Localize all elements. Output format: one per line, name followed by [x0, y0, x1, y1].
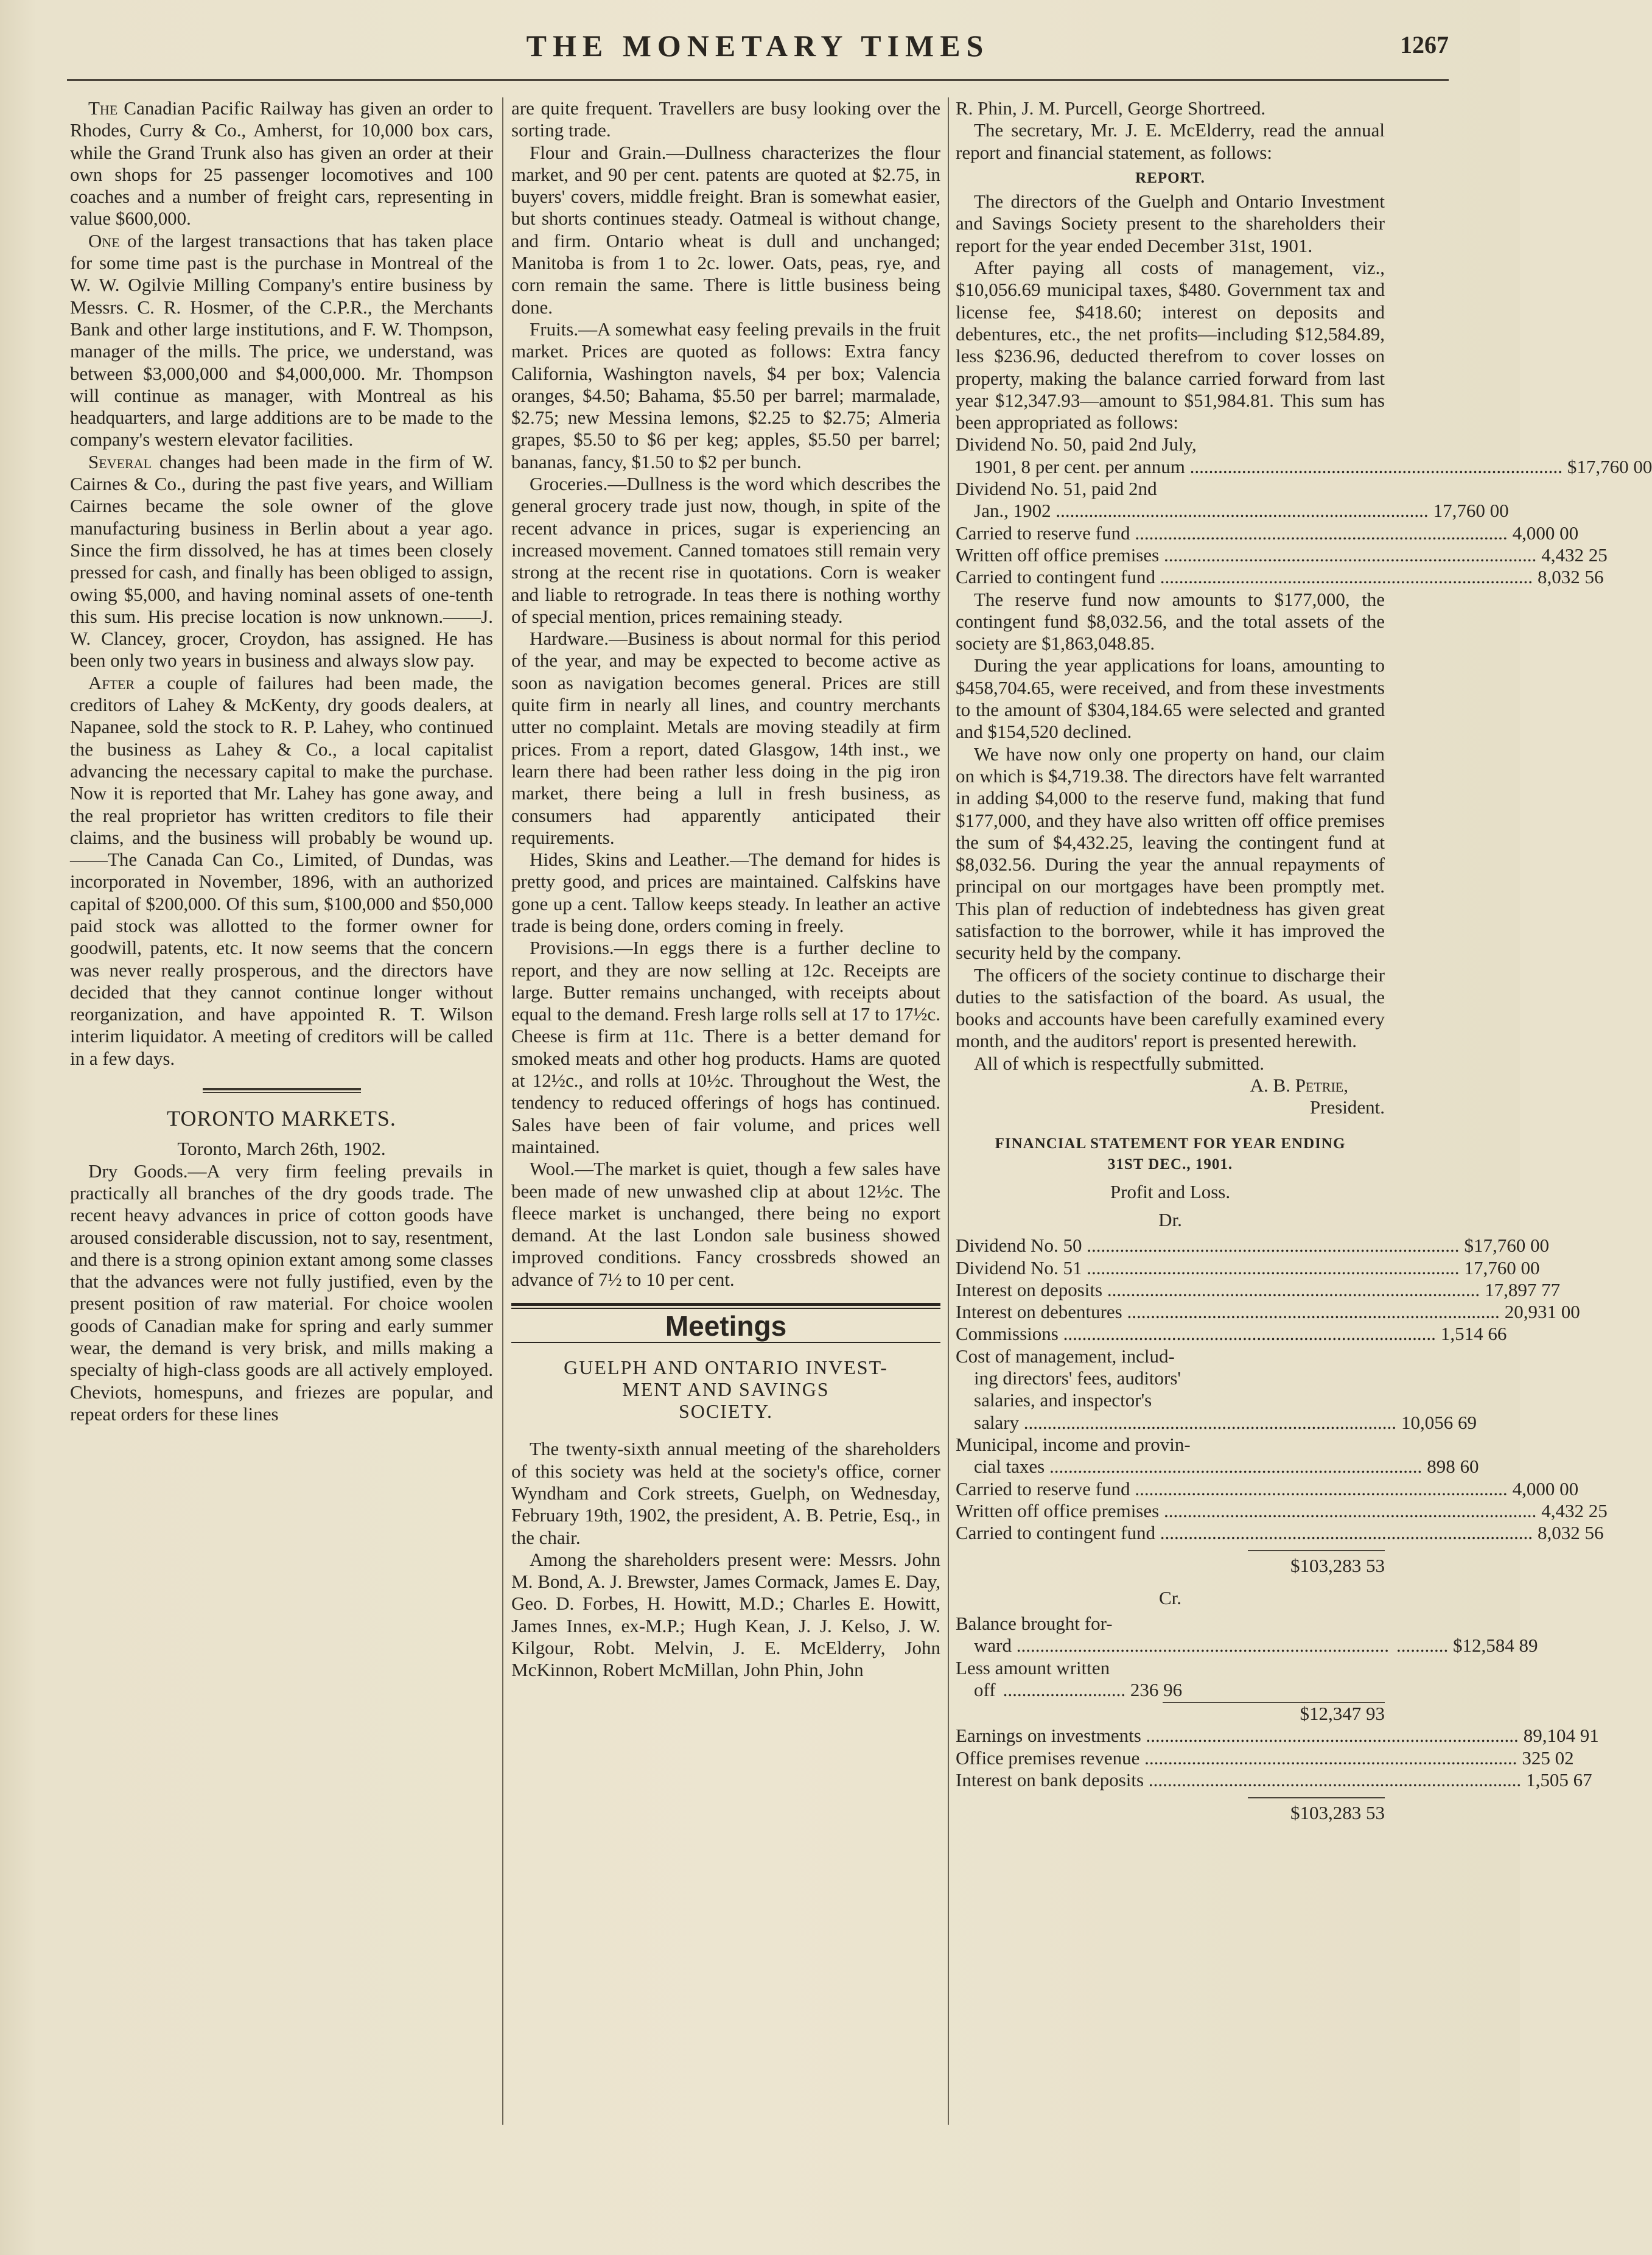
- paragraph-provisions: Provisions.—In eggs there is a further decline to report, and they are now selling at 12c. Receipts are large. Butter remains unchanged, with receipts about equal to the demand. Fresh large rolls sell at 17 to 17½c. Cheese is firm at 11c. There is a better demand for smoked meats and other hog products. Hams are quoted at 12½c., and rolls at 10½c. Throughout the West, the tendency to reduced offerings of hogs has continued. Sales have been of fair volume, and prices well maintained.: [511, 937, 940, 1157]
- ledger-amount: $17,760 00: [1464, 1235, 1550, 1257]
- ledger-row: [956, 522, 1579, 544]
- column-divider-2: [948, 97, 949, 2125]
- paragraph-flour-grain: Flour and Grain.—Dullness characterizes the flour market, and 90 per cent. patents are quoted at $2.75, in buyers' covers, middle freight. Bran is somewhat easier, but shorts continues steady. Oatmeal is without change, and firm. Ontario wheat is dull and unchanged; Manitoba is from 1 to 2c. lower. Oats, peas, rye, and corn remain the same. There is little business being done.: [511, 141, 940, 318]
- ledger-label: Written off office premises .....: [956, 544, 1536, 566]
- ledger-row: [956, 1345, 1385, 1367]
- ledger-label: Carried to contingent fund .....: [956, 566, 1533, 588]
- ledger-label: Written off office premises .....: [956, 1500, 1536, 1522]
- ledger-row: [956, 1499, 1608, 1522]
- society-title: GUELPH AND ONTARIO INVEST- MENT AND SAVINGS SOCIETY.: [564, 1356, 888, 1423]
- paragraph-annual-meeting: The twenty-sixth annual meeting of the shareholders of this society was held at the society's office, corner Wyndham and Cork streets, Guelph, on Wednesday, February 19th, 1902, the president, A. B. Petrie, Esq., in the chair.: [511, 1438, 940, 1548]
- ledger-label: Jan., 1902 .....: [956, 500, 1429, 522]
- ledger-row: [956, 1367, 1385, 1389]
- credit-label: Cr.: [1158, 1587, 1182, 1608]
- header-rule: [67, 79, 1449, 81]
- column-2: [511, 97, 940, 1682]
- paragraph-continued: are quite frequent. Travellers are busy looking over the sorting trade.: [511, 97, 940, 141]
- masthead: THE MONETARY TIMES: [526, 29, 990, 63]
- section-rule: [203, 1088, 361, 1093]
- paragraph-groceries: Groceries.—Dullness is the word which describes the general grocery trade just now, though, in spite of the recent advance in prices, sugar is experiencing an increased movement. Canned tomatoes still remain very strong at the recent rise in quotations. Corn is weaker and liable to retrograde. In teas there is nothing worthy of special mention, prices remaining steady.: [511, 473, 940, 627]
- ledger-label: Office premises revenue .....: [956, 1747, 1517, 1769]
- debit-table: [956, 1235, 1608, 1544]
- ledger-amount: 8,032 56: [1538, 1522, 1604, 1544]
- paragraph-lahey: After a couple of failures had been made, the creditors of Lahey & McKenty, dry goods dealers, at Napanee, sold the stock to R. P. Lahey, who continued the business as Lahey & Co., a local capitalist advancing the necessary capital to make the purchase. Now it is reported that Mr. Lahey has gone away, and the real proprietor has written creditors to file their claims, and the business will probably be wound up.——The Canada Can Co., Limited, of Dundas, was incorporated in November, 1896, with an authorized capital of $200,000. Of this sum, $100,000 and $50,000 paid stock was allotted to the former owner for goodwill, patents, etc. It now seems that the concern was never really prosperous, and the directors have decided that they cannot continue longer without reorganization, and have appointed R. T. Wilson interim liquidator. A meeting of creditors will be called in a few days.: [70, 672, 493, 1069]
- page-number: 1267: [1400, 31, 1449, 58]
- paragraph-ogilvie: One of the largest transactions that has taken place for some time past is the purchase in Montreal of the W. W. Ogilvie Milling Company's entire business by Messrs. C. R. Hosmer, of the C.P.R., the Merchants Bank and other large institutions, and F. W. Thompson, manager of the mills. The price, we understand, was between $3,000,000 and $4,000,000. Mr. Thompson will continue as manager, with Montreal as his headquarters, and large additions are to be made to the company's western elevator facilities.: [70, 230, 493, 451]
- ledger-row: [956, 1278, 1561, 1301]
- paragraph-secretary: The secretary, Mr. J. E. McElderry, read the annual report and financial statement, as follows:: [956, 119, 1385, 163]
- paragraph-submitted: All of which is respectfully submitted.: [974, 1052, 1264, 1074]
- ledger-row: [956, 1725, 1599, 1747]
- ledger-amount: 17,897 77: [1485, 1278, 1561, 1300]
- ledger-row: [956, 1434, 1385, 1456]
- column-divider-1: [502, 97, 503, 2125]
- column-3: [956, 97, 1652, 1825]
- ledger-label: ing directors' fees, auditors': [974, 1367, 1181, 1389]
- ledger-amount: 17,760 00: [1433, 500, 1509, 522]
- ledger-label: Municipal, income and provin-: [956, 1433, 1191, 1455]
- meetings-rule: [511, 1303, 940, 1309]
- ledger-label: salary .....: [956, 1412, 1396, 1434]
- ledger-row: [956, 1456, 1479, 1478]
- ledger-amount: 20,931 00: [1504, 1301, 1580, 1323]
- paragraph-dry-goods: Dry Goods.—A very firm feeling prevails in practically all branches of the dry goods trade. The recent heavy advances in price of cotton goods have aroused considerable discussion, not to say, resentment, and there is a strong opinion extant among some classes that the advances were not fully justified, even by the present position of raw material. For choice woolen goods of Canadian make for spring and early summer wear, the demand is very brisk, and mills making a specialty of high-class goods are all actively employed. Cheviots, homespuns, and friezes are popular, and repeat orders for these lines: [70, 1160, 493, 1425]
- ledger-row: [956, 1769, 1592, 1791]
- ledger-amount: $17,760 00: [1567, 455, 1652, 477]
- meetings-underline: [511, 1342, 940, 1343]
- credit-balance: Balance brought for- ward ..... ........... $12,584 89 Less amount written off .......................... 236 96 $12,347 93: [956, 1613, 1385, 1725]
- paragraph-net-profits: After paying all costs of management, viz., $10,056.69 municipal taxes, $480. Government tax and license fee, $418.60; interest on deposits and debentures, etc., the net profits—including $12,584.89, less $236.96, deducted therefrom to cover losses on property, making the balance carried forward from last year $12,347.93—amount to $51,984.81. This sum has been appropriated as follows:: [956, 257, 1385, 433]
- signature-name: A. B. Petrie,: [1250, 1075, 1348, 1096]
- ledger-label: Interest on bank deposits .....: [956, 1769, 1521, 1791]
- ledger-amount: 1,514 66: [1440, 1323, 1507, 1345]
- ledger-label: Interest on deposits .....: [956, 1279, 1480, 1301]
- credit-table: [956, 1725, 1599, 1791]
- debit-label: Dr.: [1158, 1208, 1182, 1230]
- ledger-amount: 325 02: [1522, 1747, 1574, 1769]
- paragraph-cairnes: Several changes had been made in the firm of W. Cairnes & Co., during the past five years, and William Cairnes became the sole owner of the glove manufacturing business in Berlin about a year ago. Since the firm dissolved, he has at times been closely pressed for cash, and finally has been obliged to assign, owing $5,000, and having nominal assets of one-tenth this sum. His precise location is now unknown.——J. W. Clancey, grocer, Croydon, has assigned. He has been only two years in business and always slow pay.: [70, 451, 493, 672]
- profit-loss-title: Profit and Loss.: [1110, 1180, 1231, 1202]
- ledger-row: [956, 1411, 1477, 1434]
- credit-total: $103,283 53: [1248, 1797, 1385, 1824]
- column-1: [70, 97, 493, 1425]
- ledger-label: Interest on debentures .....: [956, 1301, 1500, 1323]
- ledger-amount: 1,505 67: [1526, 1769, 1592, 1791]
- ledger-label: Cost of management, includ-: [956, 1345, 1175, 1367]
- paragraph-report-intro: The directors of the Guelph and Ontario Investment and Savings Society present to the shareholders their report for the year ended December 31st, 1901.: [956, 191, 1385, 256]
- financial-statement-heading: FINANCIAL STATEMENT FOR YEAR ENDING 31ST DEC., 1901.: [995, 1135, 1346, 1173]
- ledger-label: 1901, 8 per cent. per annum .....: [956, 456, 1563, 478]
- ledger-row: [956, 455, 1652, 478]
- ledger-label: Carried to contingent fund .....: [956, 1522, 1533, 1544]
- paragraph-hardware: Hardware.—Business is about normal for this period of the year, and may be expected to become active as soon as navigation becomes general. Prices are still quite firm in nearly all lines, and country merchants utter no complaint. Metals are moving steadily at firm prices. From a report, dated Glasgow, 14th inst., we learn there had been rather less doing in the pig iron market, there being a lull in fresh business, as consumers had apparently anticipated their requirements.: [511, 628, 940, 848]
- meetings-heading: Meetings: [665, 1310, 787, 1342]
- ledger-amount: 17,760 00: [1464, 1257, 1540, 1278]
- debit-total: $103,283 53: [1248, 1550, 1385, 1577]
- ledger-row: [956, 566, 1604, 588]
- ledger-row: [956, 544, 1608, 566]
- paragraph-reserve-fund: The reserve fund now amounts to $177,000, the contingent fund $8,032.56, and the total assets of the society are $1,863,048.85.: [956, 588, 1385, 654]
- ledger-label: Dividend No. 50 .....: [956, 1235, 1460, 1257]
- ledger-label: Commissions .....: [956, 1323, 1436, 1345]
- ledger-label: cial taxes .....: [956, 1456, 1422, 1478]
- ledger-label: Earnings on investments .....: [956, 1725, 1519, 1747]
- appropriation-table: [956, 433, 1652, 588]
- ledger-label: salaries, and inspector's: [974, 1389, 1152, 1411]
- ledger-label: Dividend No. 51 .....: [956, 1257, 1460, 1279]
- ledger-row: [956, 1235, 1550, 1257]
- page-header: [67, 24, 1449, 73]
- signature-title: President.: [1309, 1096, 1385, 1118]
- ledger-amount: 4,000 00: [1512, 1478, 1579, 1499]
- report-heading: REPORT.: [1135, 169, 1205, 186]
- ledger-row: [956, 1747, 1574, 1769]
- ledger-row: [956, 1522, 1604, 1544]
- ledger-row: [956, 1389, 1385, 1411]
- ledger-row: [956, 1478, 1579, 1500]
- ledger-row: [956, 500, 1509, 522]
- paragraph-fruits: Fruits.—A somewhat easy feeling prevails in the fruit market. Prices are quoted as follows: Extra fancy California, Washington navels, $4 per box; Valencia oranges, $4.50; Bahama, $5.50 per barrel; marmalade, $2.75; new Messina lemons, $2.25 to $2.75; Almeria grapes, $5.50 to $6 per keg; apples, $5.50 per barrel; bananas, fancy, $1.50 to $2 per bunch.: [511, 318, 940, 472]
- ledger-label: Carried to reserve fund .....: [956, 522, 1508, 544]
- ledger-row: [956, 1323, 1507, 1345]
- paragraph-wool: Wool.—The market is quiet, though a few sales have been made of new unwashed clip at about 12½c. The fleece market is unchanged, there being no export demand. At the last London sale business showed improved conditions. Fancy crossbreds showed an advance of 7½ to 10 per cent.: [511, 1158, 940, 1290]
- ledger-label: Dividend No. 50, paid 2nd July,: [956, 433, 1197, 455]
- paragraph-cpr-order: The Canadian Pacific Railway has given an order to Rhodes, Curry & Co., Amherst, for 10,000 box cars, while the Grand Trunk also has given an order at their own shops for 25 passenger locomotives and 100 coaches and a number of freight cars, representing in value $600,000.: [70, 97, 493, 230]
- paragraph-shareholders: Among the shareholders present were: Messrs. John M. Bond, A. J. Brewster, James Cormack, James E. Day, Geo. D. Forbes, H. Howitt, M.D.; Charles E. Howitt, James Innes, ex-M.P.; Hugh Kean, J. J. Kelso, J. W. Kilgour, Robt. Melvin, J. E. McElderry, John McKinnon, Robert McMillan, John Phin, John: [511, 1548, 940, 1681]
- paragraph-loans: During the year applications for loans, amounting to $458,704.65, were received, and from these investments to the amount of $304,184.65 were selected and granted and $154,520 declined.: [956, 654, 1385, 743]
- ledger-amount: 10,056 69: [1401, 1411, 1477, 1433]
- paragraph-hides: Hides, Skins and Leather.—The demand for hides is pretty good, and prices are maintained. Calfskins have gone up a cent. Tallow keeps steady. In leather an active trade is being done, orders coming in freely.: [511, 849, 940, 936]
- ledger-amount: 898 60: [1427, 1456, 1479, 1478]
- credit-net-balance: $12,347 93: [1163, 1702, 1385, 1725]
- paragraph-officers: The officers of the society continue to discharge their duties to the satisfaction of the board. As usual, the books and accounts have been carefully examined every month, and the auditors' report is presented herewith.: [956, 964, 1385, 1052]
- ledger-row: [956, 1257, 1540, 1279]
- ledger-label: Dividend No. 51, paid 2nd: [956, 478, 1157, 500]
- markets-date: Toronto, March 26th, 1902.: [177, 1138, 386, 1160]
- ledger-row: [956, 1301, 1580, 1323]
- ledger-row: [956, 433, 1385, 455]
- markets-title: TORONTO MARKETS.: [167, 1106, 396, 1131]
- paragraph-shareholders-cont: R. Phin, J. M. Purcell, George Shortreed.: [956, 97, 1266, 119]
- ledger-amount: 4,432 25: [1541, 1499, 1608, 1521]
- ledger-amount: 4,000 00: [1512, 522, 1579, 544]
- ledger-amount: 4,432 25: [1541, 544, 1608, 566]
- ledger-label: Carried to reserve fund .....: [956, 1478, 1508, 1500]
- ledger-row: [956, 478, 1385, 500]
- ledger-amount: 89,104 91: [1523, 1725, 1599, 1747]
- ledger-amount: 8,032 56: [1538, 566, 1604, 588]
- paragraph-property: We have now only one property on hand, our claim on which is $4,719.38. The directors have felt warranted in adding $4,000 to the reserve fund, making that fund $177,000, and they have also written off office premises the sum of $4,432.25, leaving the contingent fund at $8,032.56. During the year the annual repayments of principal on our mortgages have been promptly met. This plan of reduction of indebtedness has given great satisfaction to the borrower, while it has improved the security held by the company.: [956, 743, 1385, 964]
